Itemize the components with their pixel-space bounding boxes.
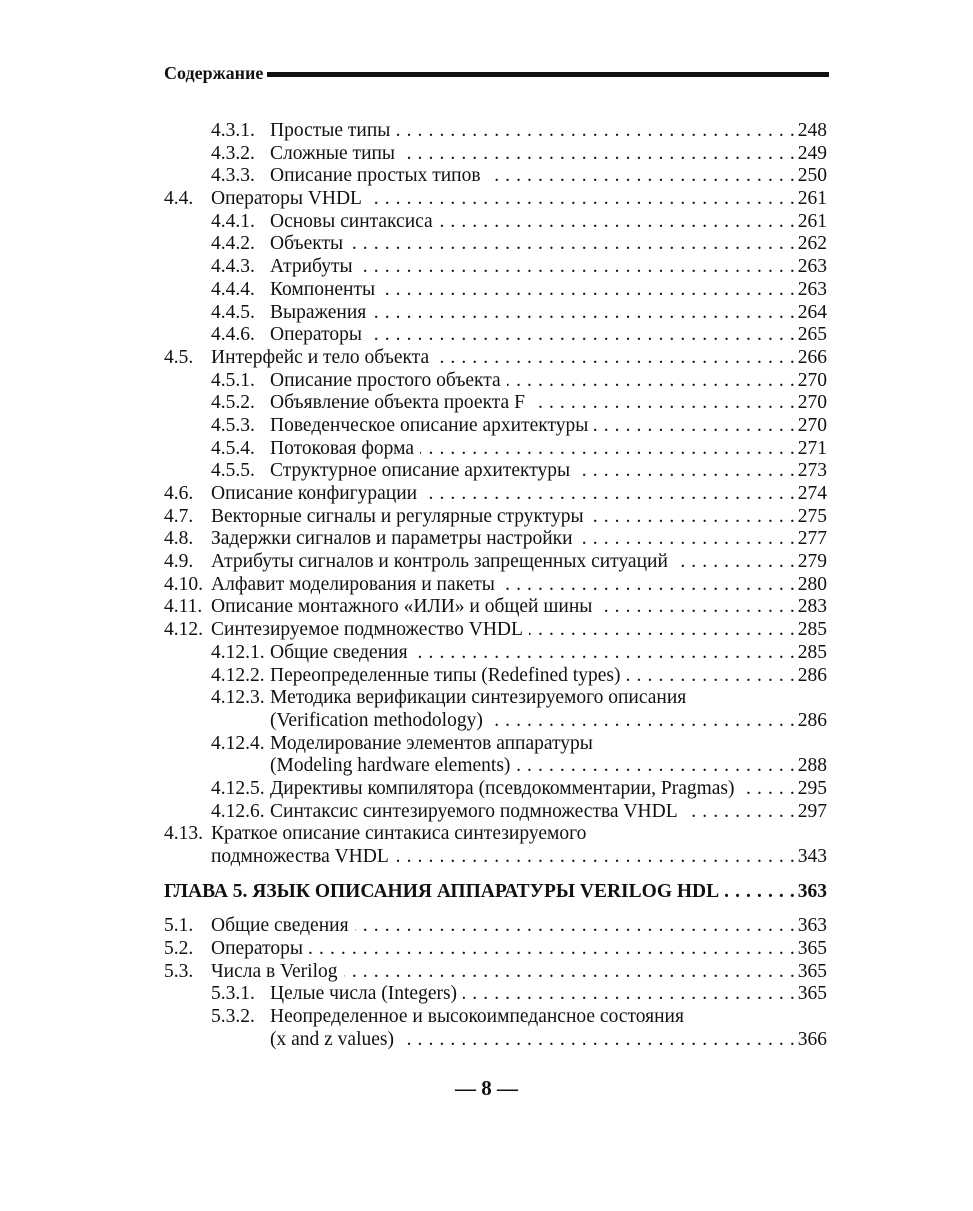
leader-dots bbox=[368, 324, 795, 347]
toc-entry bbox=[164, 983, 827, 1006]
entry-number: 4.4.2. bbox=[211, 233, 255, 255]
toc-chapter-entry bbox=[164, 881, 827, 904]
entry-title: Атрибуты сигналов и контроль запрещенных ситуаций bbox=[211, 551, 668, 573]
entry-title: Общие сведения bbox=[270, 641, 408, 663]
entry-title: Интерфейс и тело объекта bbox=[211, 346, 430, 368]
toc-entry bbox=[164, 302, 827, 325]
entry-page: 248 bbox=[797, 120, 827, 141]
entry-title: Выражения bbox=[270, 301, 367, 323]
entry-body bbox=[270, 120, 827, 143]
entry-body bbox=[211, 596, 827, 619]
entry-body bbox=[270, 1029, 827, 1052]
entry-number: 4.5.2. bbox=[211, 392, 255, 414]
toc-entry bbox=[164, 733, 827, 756]
leader-dots bbox=[501, 574, 795, 597]
toc-entry bbox=[164, 938, 827, 961]
spacer bbox=[164, 869, 827, 881]
entry-title: Простые типы bbox=[270, 120, 391, 141]
entry-page: 270 bbox=[797, 414, 827, 436]
toc-entry bbox=[164, 438, 827, 461]
entry-number: 4.13. bbox=[164, 823, 203, 845]
leader-dots bbox=[355, 915, 795, 938]
entry-title: Переопределенные типы (Redefined types) bbox=[270, 664, 621, 686]
entry-page: 280 bbox=[797, 573, 827, 595]
entry-body bbox=[270, 642, 827, 665]
toc-entry bbox=[164, 574, 827, 597]
leader-dots bbox=[435, 347, 795, 370]
entry-title: Алфавит моделирования и пакеты bbox=[211, 573, 495, 595]
toc-entry bbox=[164, 347, 827, 370]
entry-title: Краткое описание синтакиса синтезируемого bbox=[211, 823, 587, 845]
leader-dots bbox=[590, 506, 795, 529]
entry-page: 270 bbox=[797, 369, 827, 391]
entry-body bbox=[211, 823, 827, 846]
entry-body bbox=[270, 324, 827, 347]
entry-body bbox=[211, 528, 827, 551]
entry-number: 4.12.4. bbox=[211, 732, 265, 754]
entry-title-continued: (Modeling hardware elements) bbox=[270, 755, 511, 777]
toc-entry-continuation bbox=[164, 710, 827, 733]
leader-dots bbox=[579, 528, 795, 551]
header-rule bbox=[267, 72, 829, 77]
leader-dots bbox=[529, 619, 795, 642]
toc-entry bbox=[164, 233, 827, 256]
leader-dots bbox=[359, 256, 795, 279]
entry-page: 264 bbox=[797, 301, 827, 323]
leader-dots bbox=[368, 188, 795, 211]
leader-dots bbox=[396, 120, 794, 143]
toc-entry bbox=[164, 324, 827, 347]
entry-page: 363 bbox=[797, 880, 827, 902]
entry-title: Моделирование элементов аппаратуры bbox=[270, 732, 593, 754]
entry-page: 273 bbox=[797, 460, 827, 482]
entry-body bbox=[270, 755, 827, 778]
entry-number: 4.12. bbox=[164, 619, 203, 641]
entry-number: 4.7. bbox=[164, 505, 194, 527]
entry-page: 275 bbox=[797, 505, 827, 527]
entry-page: 297 bbox=[797, 800, 827, 822]
entry-title: Задержки сигналов и параметры настройки bbox=[211, 528, 573, 550]
entry-number: 4.4.3. bbox=[211, 256, 255, 278]
entry-body bbox=[270, 370, 827, 393]
entry-page: 277 bbox=[797, 528, 827, 550]
toc-entry bbox=[164, 687, 827, 710]
toc-entry bbox=[164, 801, 827, 824]
entry-number: 5.3.2. bbox=[211, 1006, 255, 1028]
entry-page: 365 bbox=[797, 938, 827, 960]
entry-number: 4.8. bbox=[164, 528, 194, 550]
entry-number: 4.5.1. bbox=[211, 369, 255, 391]
leader-dots bbox=[487, 165, 795, 188]
toc-entry-continuation bbox=[164, 846, 827, 869]
entry-body bbox=[270, 165, 827, 188]
entry-number: 4.5.4. bbox=[211, 437, 255, 459]
entry-body bbox=[211, 915, 827, 938]
table-of-contents bbox=[164, 120, 827, 1052]
leader-dots bbox=[463, 983, 795, 1006]
leader-dots bbox=[349, 233, 795, 256]
entry-title: Числа в Verilog bbox=[211, 960, 338, 982]
toc-entry bbox=[164, 460, 827, 483]
entry-body bbox=[211, 574, 827, 597]
leader-dots bbox=[531, 392, 795, 415]
entry-number: 4.4.1. bbox=[211, 210, 255, 232]
entry-number: 4.4. bbox=[164, 188, 194, 210]
entry-title: Методика верификации синтезируемого описания bbox=[270, 687, 687, 709]
toc-entry bbox=[164, 211, 827, 234]
leader-dots bbox=[439, 211, 795, 234]
entry-page: 365 bbox=[797, 960, 827, 982]
entry-page: 285 bbox=[797, 619, 827, 641]
entry-title: Общие сведения bbox=[211, 915, 349, 937]
entry-number: 4.12.2. bbox=[211, 664, 265, 686]
toc-entry bbox=[164, 619, 827, 642]
leader-dots bbox=[420, 438, 795, 461]
entry-body bbox=[270, 1006, 827, 1029]
entry-number: 4.9. bbox=[164, 551, 194, 573]
leader-dots bbox=[344, 961, 795, 984]
leader-dots bbox=[725, 881, 795, 904]
toc-entry bbox=[164, 1006, 827, 1029]
entry-page: 279 bbox=[797, 551, 827, 573]
toc-entry-continuation bbox=[164, 755, 827, 778]
entry-body bbox=[211, 347, 827, 370]
leader-dots bbox=[626, 665, 794, 688]
entry-title: Неопределенное и высокоимпедансное состояния bbox=[270, 1006, 684, 1028]
entry-page: 286 bbox=[797, 664, 827, 686]
entry-number: 4.12.5. bbox=[211, 777, 265, 799]
entry-body bbox=[270, 256, 827, 279]
entry-page: 263 bbox=[797, 256, 827, 278]
entry-body bbox=[211, 506, 827, 529]
toc-entry bbox=[164, 778, 827, 801]
entry-body bbox=[270, 801, 827, 824]
entry-number: 4.3.3. bbox=[211, 165, 255, 187]
entry-page: 283 bbox=[797, 596, 827, 618]
toc-entry bbox=[164, 506, 827, 529]
toc-entry bbox=[164, 415, 827, 438]
entry-title: Описание простых типов bbox=[270, 165, 481, 187]
entry-title: Операторы bbox=[211, 938, 303, 960]
entry-body bbox=[270, 211, 827, 234]
entry-number: 4.11. bbox=[164, 596, 203, 618]
entry-page: 286 bbox=[797, 709, 827, 731]
entry-body bbox=[270, 415, 827, 438]
entry-body bbox=[270, 733, 827, 756]
entry-title: Операторы bbox=[270, 324, 362, 346]
entry-body bbox=[270, 392, 827, 415]
entry-number: 4.12.3. bbox=[211, 687, 265, 709]
entry-page: 261 bbox=[797, 188, 827, 210]
leader-dots bbox=[576, 460, 795, 483]
entry-number: 4.4.5. bbox=[211, 301, 255, 323]
entry-body bbox=[211, 846, 827, 869]
entry-page: 249 bbox=[797, 142, 827, 164]
entry-title: Описание конфигурации bbox=[211, 483, 418, 504]
entry-number: 5.2. bbox=[164, 938, 194, 960]
toc-entry-continuation bbox=[164, 1029, 827, 1052]
running-header bbox=[164, 60, 829, 86]
leader-dots bbox=[395, 846, 795, 869]
toc-entry bbox=[164, 256, 827, 279]
toc-entry bbox=[164, 665, 827, 688]
entry-number: 4.12.1. bbox=[211, 641, 265, 663]
entry-title: Объекты bbox=[270, 233, 344, 255]
entry-title: Сложные типы bbox=[270, 142, 396, 164]
toc-entry bbox=[164, 483, 827, 506]
entry-body bbox=[270, 983, 827, 1006]
header-title: Содержание bbox=[164, 62, 264, 83]
entry-number: 4.10. bbox=[164, 573, 203, 595]
entry-page: 250 bbox=[797, 165, 827, 187]
entry-title: Векторные сигналы и регулярные структуры bbox=[211, 505, 584, 527]
leader-dots bbox=[489, 710, 795, 733]
entry-title: Директивы компилятора (псевдокомментарии, Pragmas) bbox=[270, 777, 735, 799]
entry-title: Поведенческое описание архитектуры bbox=[270, 414, 589, 436]
entry-number: 4.6. bbox=[164, 483, 194, 504]
leader-dots bbox=[674, 551, 795, 574]
entry-page: 266 bbox=[797, 346, 827, 368]
entry-body bbox=[211, 483, 827, 506]
entry-title: Синтаксис синтезируемого подмножества VHDL bbox=[270, 800, 678, 822]
entry-body bbox=[270, 687, 827, 710]
leader-dots bbox=[309, 938, 795, 961]
leader-dots bbox=[516, 755, 794, 778]
entry-body bbox=[211, 551, 827, 574]
entry-title: Атрибуты bbox=[270, 256, 353, 278]
leader-dots bbox=[401, 143, 795, 166]
toc-entry bbox=[164, 642, 827, 665]
entry-title-continued: (Verification methodology) bbox=[270, 709, 483, 731]
entry-number: 5.1. bbox=[164, 915, 194, 937]
entry-title: Описание простого объекта bbox=[270, 369, 501, 391]
entry-page: 262 bbox=[797, 233, 827, 255]
toc-entry bbox=[164, 551, 827, 574]
toc-entry bbox=[164, 596, 827, 619]
entry-page: 295 bbox=[797, 777, 827, 799]
leader-dots bbox=[594, 415, 794, 438]
toc-entry bbox=[164, 165, 827, 188]
leader-dots bbox=[507, 370, 795, 393]
entry-number: 5.3. bbox=[164, 960, 194, 982]
entry-page: 271 bbox=[797, 437, 827, 459]
entry-body bbox=[211, 938, 827, 961]
toc-entry bbox=[164, 120, 827, 143]
entry-page: 363 bbox=[797, 915, 827, 937]
entry-number: 4.5.3. bbox=[211, 414, 255, 436]
entry-page: 343 bbox=[797, 846, 827, 867]
leader-dots bbox=[414, 642, 795, 665]
entry-page: 288 bbox=[797, 755, 827, 777]
page-number: — 8 — bbox=[455, 1076, 518, 1100]
entry-page: 274 bbox=[797, 483, 827, 504]
entry-number: 4.3.1. bbox=[211, 120, 255, 141]
entry-title: Объявление объекта проекта F bbox=[270, 392, 525, 414]
entry-body bbox=[270, 279, 827, 302]
entry-page: 265 bbox=[797, 324, 827, 346]
entry-title: Операторы VHDL bbox=[211, 188, 362, 210]
entry-page: 365 bbox=[797, 983, 827, 1005]
entry-title: Описание монтажного «ИЛИ» и общей шины bbox=[211, 596, 593, 618]
toc-entry bbox=[164, 915, 827, 938]
spacer bbox=[164, 903, 827, 915]
toc-entry bbox=[164, 188, 827, 211]
entry-body bbox=[270, 143, 827, 166]
entry-body bbox=[211, 188, 827, 211]
toc-entry bbox=[164, 279, 827, 302]
leader-dots bbox=[741, 778, 795, 801]
entry-page: 285 bbox=[797, 641, 827, 663]
entry-body bbox=[164, 881, 827, 904]
leader-dots bbox=[381, 279, 795, 302]
entry-page: 270 bbox=[797, 392, 827, 414]
entry-title-continued: (x and z values) bbox=[270, 1028, 394, 1050]
entry-page: 366 bbox=[797, 1028, 827, 1050]
entry-title: Потоковая форма bbox=[270, 437, 414, 459]
toc-entry bbox=[164, 392, 827, 415]
entry-body bbox=[270, 233, 827, 256]
entry-body bbox=[270, 460, 827, 483]
entry-title: Основы синтаксиса bbox=[270, 210, 433, 232]
entry-title-continued: подмножества VHDL bbox=[211, 846, 389, 867]
leader-dots bbox=[598, 596, 794, 619]
entry-number: 4.12.6. bbox=[211, 800, 265, 822]
entry-title: ГЛАВА 5. ЯЗЫК ОПИСАНИЯ АППАРАТУРЫ VERILOG HDL bbox=[164, 880, 720, 902]
toc-entry bbox=[164, 143, 827, 166]
entry-title: Целые числа (Integers) bbox=[270, 983, 458, 1005]
toc-entry bbox=[164, 370, 827, 393]
entry-number: 4.5.5. bbox=[211, 460, 255, 482]
entry-body bbox=[211, 619, 827, 642]
entry-page: 263 bbox=[797, 278, 827, 300]
entry-title: Структурное описание архитектуры bbox=[270, 460, 571, 482]
entry-body bbox=[211, 961, 827, 984]
leader-dots bbox=[423, 483, 795, 506]
toc-entry bbox=[164, 823, 827, 846]
toc-entry bbox=[164, 961, 827, 984]
entry-number: 4.4.6. bbox=[211, 324, 255, 346]
leader-dots bbox=[684, 801, 795, 824]
entry-body bbox=[270, 778, 827, 801]
leader-dots bbox=[372, 302, 795, 325]
entry-number: 4.3.2. bbox=[211, 142, 255, 164]
entry-number: 5.3.1. bbox=[211, 983, 255, 1005]
entry-page: 261 bbox=[797, 210, 827, 232]
entry-number: 4.4.4. bbox=[211, 278, 255, 300]
leader-dots bbox=[400, 1029, 795, 1052]
toc-entry bbox=[164, 528, 827, 551]
entry-title: Компоненты bbox=[270, 278, 376, 300]
entry-number: 4.5. bbox=[164, 346, 194, 368]
entry-title: Синтезируемое подмножество VHDL bbox=[211, 619, 523, 641]
entry-body bbox=[270, 710, 827, 733]
entry-body bbox=[270, 302, 827, 325]
entry-body bbox=[270, 665, 827, 688]
entry-body bbox=[270, 438, 827, 461]
